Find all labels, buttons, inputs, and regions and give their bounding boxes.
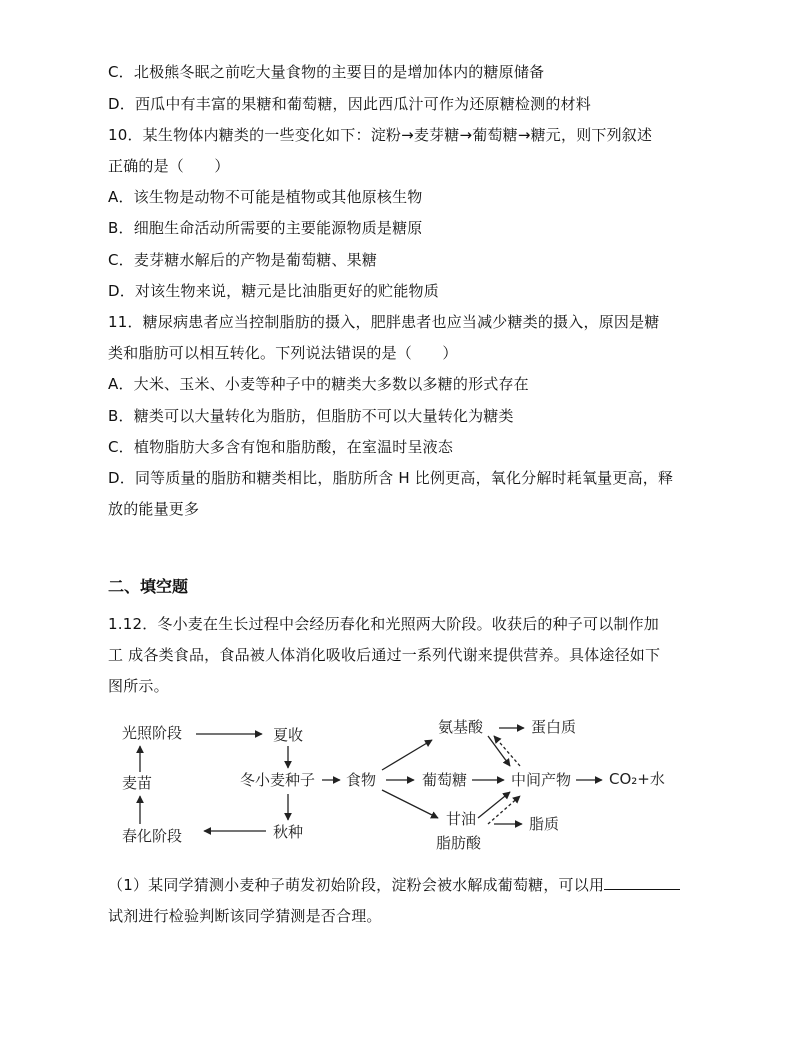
question-11-stem-1: 11．糖尿病患者应当控制脂肪的摄入，肥胖患者也应当减少糖类的摄入，原因是糖 <box>108 313 660 331</box>
option-10c: C．麦芽糖水解后的产物是葡萄糖、果糖 <box>108 251 378 269</box>
metabolism-diagram <box>100 708 700 858</box>
question-10-stem-2: 正确的是（ ） <box>108 157 230 175</box>
question-10-stem-1: 10．某生物体内糖类的一些变化如下：淀粉→麦芽糖→葡萄糖→糖元，则下列叙述 <box>108 126 653 144</box>
node-vernalization: 春化阶段 <box>122 827 183 845</box>
option-10a: A．该生物是动物不可能是植物或其他原核生物 <box>108 188 423 206</box>
subquestion-1-line-1 <box>108 875 680 895</box>
node-food: 食物 <box>346 771 377 789</box>
node-light-stage: 光照阶段 <box>122 724 183 742</box>
node-amino-acid: 氨基酸 <box>438 718 484 736</box>
option-10d: D．对该生物来说，糖元是比油脂更好的贮能物质 <box>108 282 439 300</box>
question-12-stem-1: 1.12．冬小麦在生长过程中会经历春化和光照两大阶段。收获后的种子可以制作加 <box>108 615 660 633</box>
option-9c: C．北极熊冬眠之前吃大量食物的主要目的是增加体内的糖原储备 <box>108 63 545 81</box>
question-12-stem-2: 工 成各类食品，食品被人体消化吸收后通过一系列代谢来提供营养。具体途径如下 <box>108 646 661 664</box>
question-11-stem-2: 类和脂肪可以相互转化。下列说法错误的是（ ） <box>108 344 458 362</box>
node-glycerol: 甘油 <box>446 810 477 828</box>
option-11a: A．大米、玉米、小麦等种子中的糖类大多数以多糖的形式存在 <box>108 375 529 393</box>
option-11b: B．糖类可以大量转化为脂肪，但脂肪不可以大量转化为糖类 <box>108 407 514 425</box>
question-12-stem-3: 图所示。 <box>108 677 169 695</box>
subquestion-1-text: （1）某同学猜测小麦种子萌发初始阶段，淀粉会被水解成葡萄糖，可以用 <box>108 876 605 894</box>
option-9d: D．西瓜中有丰富的果糖和葡萄糖，因此西瓜汁可作为还原糖检测的材料 <box>108 95 591 113</box>
node-summer-harvest: 夏收 <box>273 726 304 744</box>
node-co2-water: CO₂+水 <box>609 770 665 788</box>
node-protein: 蛋白质 <box>531 718 577 736</box>
node-lipid: 脂质 <box>529 815 560 833</box>
node-seedling: 麦苗 <box>122 774 153 792</box>
option-11c: C．植物脂肪大多含有饱和脂肪酸，在室温时呈液态 <box>108 438 454 456</box>
option-11d-2: 放的能量更多 <box>108 500 200 518</box>
node-fatty-acid: 脂肪酸 <box>436 834 482 852</box>
subquestion-1-line-2: 试剂进行检验判断该同学猜测是否合理。 <box>108 907 382 925</box>
option-11d-1: D．同等质量的脂肪和糖类相比，脂肪所含 H 比例更高，氧化分解时耗氧量更高，释 <box>108 469 674 487</box>
section-title-fill-blank: 二、填空题 <box>108 577 189 596</box>
node-glucose: 葡萄糖 <box>422 771 468 789</box>
answer-blank[interactable] <box>604 875 680 890</box>
node-seed: 冬小麦种子 <box>240 771 316 789</box>
node-intermediate: 中间产物 <box>511 771 572 789</box>
node-autumn-sowing: 秋种 <box>273 823 304 841</box>
option-10b: B．细胞生命活动所需要的主要能源物质是糖原 <box>108 219 423 237</box>
